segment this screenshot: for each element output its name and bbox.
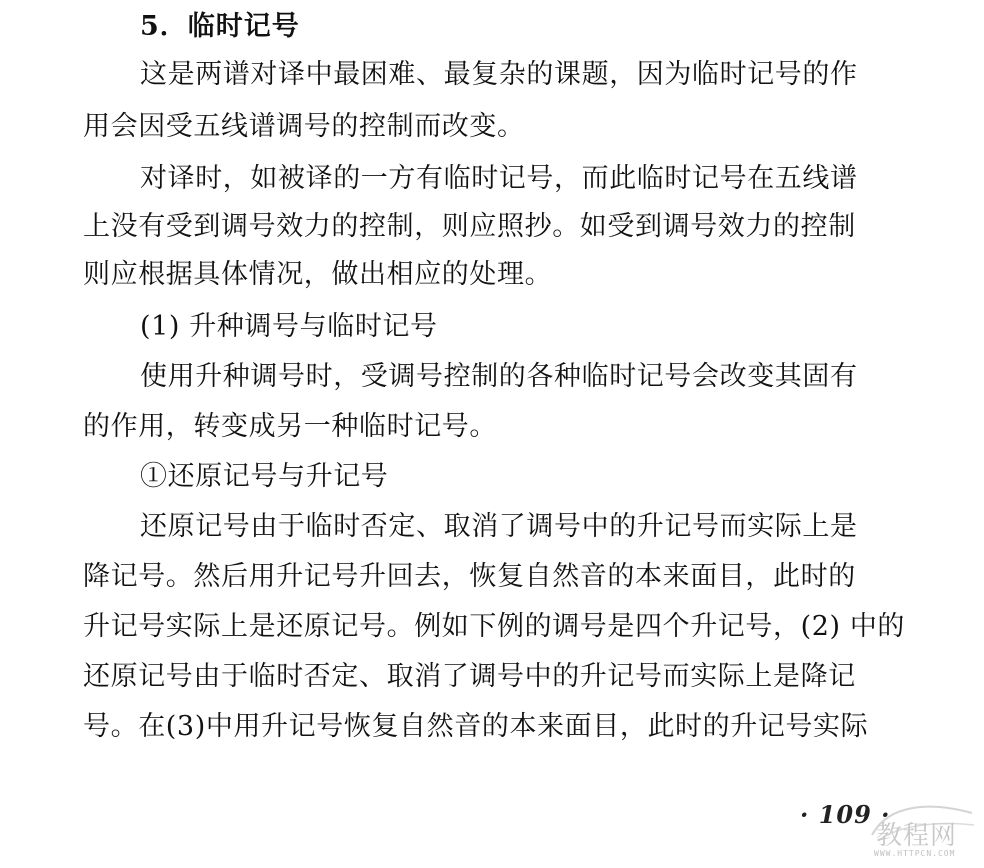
paragraph-4-line-4: 还原记号由于临时否定、取消了调号中的升记号而实际上是降记 [83, 661, 856, 692]
paragraph-4-line-5: 号。在(3)中用升记号恢复自然音的本来面目，此时的升记号实际 [83, 711, 869, 742]
section-heading: 5．临时记号 [140, 11, 300, 42]
paragraph-4-line-2: 降记号。然后用升记号升回去，恢复自然音的本来面目，此时的 [83, 561, 856, 592]
paragraph-1-line-2: 用会因受五线谱调号的控制而改变。 [83, 111, 525, 142]
page-number: · 109 · [800, 800, 891, 829]
paragraph-2-line-1: 对译时，如被译的一方有临时记号，而此临时记号在五线谱 [140, 163, 858, 194]
watermark-text: 教程网 [876, 821, 958, 851]
paragraph-3-line-2: 的作用，转变成另一种临时记号。 [83, 411, 497, 442]
paragraph-4-line-3: 升记号实际上是还原记号。例如下例的调号是四个升记号，(2) 中的 [83, 611, 906, 642]
paragraph-2-line-3: 则应根据具体情况，做出相应的处理。 [83, 259, 553, 290]
subheading-sharp-key: (1) 升种调号与临时记号 [140, 311, 438, 342]
watermark-url: WWW.HTTPCN.COM [874, 849, 956, 858]
paragraph-4-line-1: 还原记号由于临时否定、取消了调号中的升记号而实际上是 [140, 511, 858, 542]
paragraph-2-line-2: 上没有受到调号效力的控制，则应照抄。如受到调号效力的控制 [83, 211, 856, 242]
watermark-logo [868, 795, 978, 865]
paragraph-1-line-1: 这是两谱对译中最困难、最复杂的课题，因为临时记号的作 [140, 59, 858, 90]
paragraph-3-line-1: 使用升种调号时，受调号控制的各种临时记号会改变其固有 [140, 361, 858, 392]
subheading-natural-sharp: ①还原记号与升记号 [140, 461, 389, 492]
